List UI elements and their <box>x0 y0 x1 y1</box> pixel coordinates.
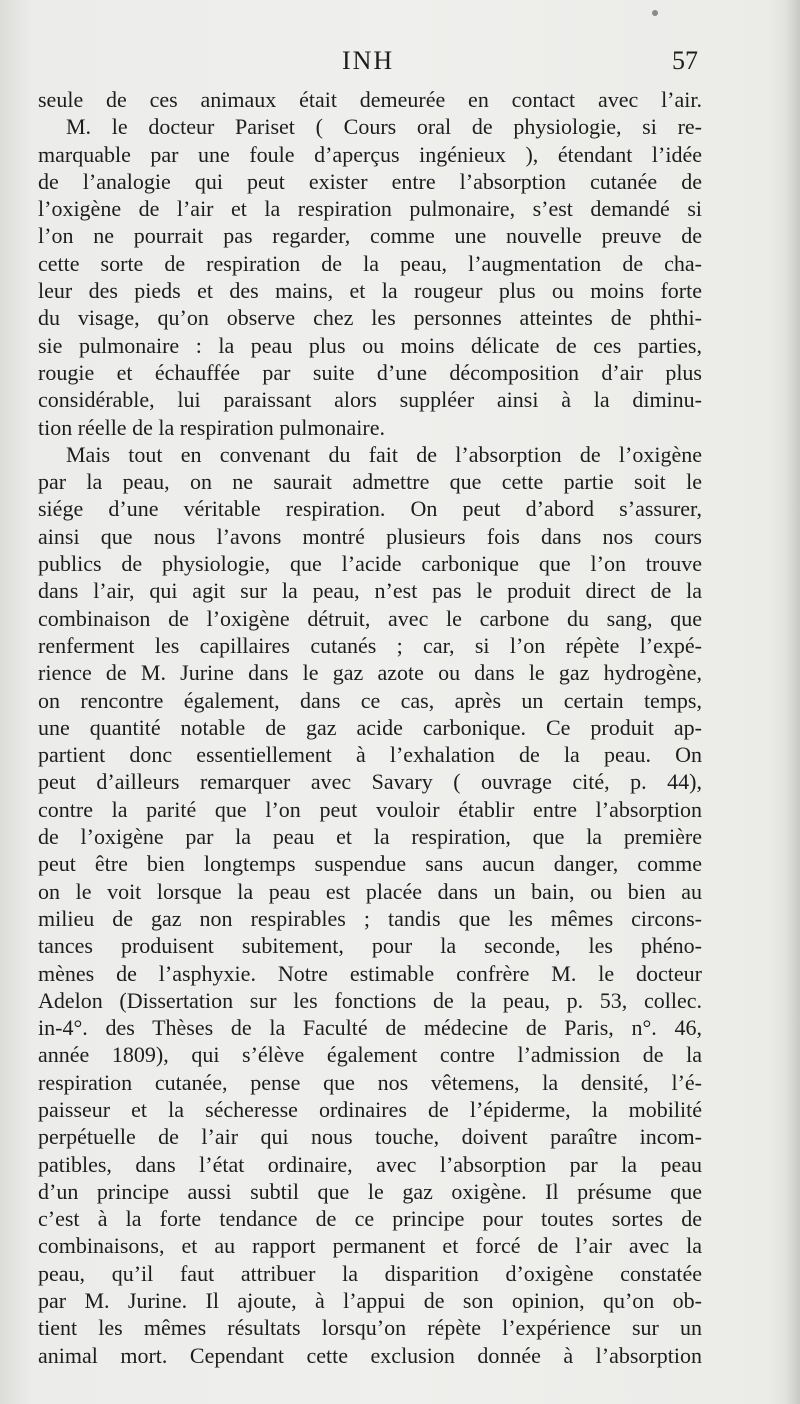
text-line: paisseur et la sécheresse ordinaires de l’épiderme, la mobilité <box>38 1096 702 1122</box>
page-header <box>0 46 800 86</box>
text-line: on le voit lorsque la peau est placée dans un bain, ou bien au <box>38 878 702 904</box>
text-line: animal mort. Cependant cette exclusion donnée à l’absorption <box>38 1342 702 1368</box>
text-line: d’un principe aussi subtil que le gaz oxigène. Il présume que <box>38 1178 702 1204</box>
text-line: leur des pieds et des mains, et la rougeur plus ou moins forte <box>38 278 702 304</box>
text-line: Adelon (Dissertation sur les fonctions de la peau, p. 53, collec. <box>38 987 702 1013</box>
text-line: par M. Jurine. Il ajoute, à l’appui de son opinion, qu’on ob- <box>38 1288 702 1314</box>
text-line: perpétuelle de l’air qui nous touche, doivent paraître incom- <box>38 1124 702 1150</box>
text-line: mènes de l’asphyxie. Notre estimable confrère M. le docteur <box>38 960 702 986</box>
page-edge-shadow <box>786 0 800 1404</box>
text-line: de l’oxigène par la peau et la respiration, que la première <box>38 824 702 850</box>
text-line: cette sorte de respiration de la peau, l’augmentation de cha- <box>38 250 702 276</box>
text-line: considérable, lui paraissant alors suppléer ainsi à la diminu- <box>38 387 702 413</box>
text-line: respiration cutanée, pense que nos vêtemens, la densité, l’é- <box>38 1069 702 1095</box>
text-line: contre la parité que l’on peut vouloir établir entre l’absorption <box>38 796 702 822</box>
text-line: marquable par une foule d’aperçus ingénieux ), étendant l’idée <box>38 141 702 167</box>
text-line: rience de M. Jurine dans le gaz azote ou dans le gaz hydrogène, <box>38 660 702 686</box>
body-text <box>38 86 702 1369</box>
text-line: tances produisent subitement, pour la seconde, les phéno- <box>38 933 702 959</box>
text-line: tion réelle de la respiration pulmonaire. <box>38 414 385 440</box>
page-number: 57 <box>672 46 698 75</box>
text-line: dans l’air, qui agit sur la peau, n’est pas le produit direct de la <box>38 578 702 604</box>
text-line: peut être bien longtemps suspendue sans aucun danger, comme <box>38 851 702 877</box>
text-line: peau, qu’il faut attribuer la disparition d’oxigène constatée <box>38 1260 702 1286</box>
text-line: partient donc essentiellement à l’exhalation de la peau. On <box>38 742 702 768</box>
text-line: par la peau, on ne saurait admettre que cette partie soit le <box>38 469 702 495</box>
text-line: in-4°. des Thèses de la Faculté de médecine de Paris, n°. 46, <box>38 1015 702 1041</box>
text-line: année 1809), qui s’élève également contre l’admission de la <box>38 1042 702 1068</box>
text-line: publics de physiologie, que l’acide carbonique que l’on trouve <box>38 551 702 577</box>
text-line: de l’analogie qui peut exister entre l’absorption cutanée de <box>38 168 702 194</box>
text-line: renferment les capillaires cutanés ; car, si l’on répète l’expé- <box>38 632 702 658</box>
text-line: milieu de gaz non respirables ; tandis que les mêmes circons- <box>38 905 702 931</box>
text-line: combinaison de l’oxigène détruit, avec le carbone du sang, que <box>38 605 702 631</box>
text-line: on rencontre également, dans ce cas, après un certain temps, <box>38 687 702 713</box>
text-line: c’est à la forte tendance de ce principe pour toutes sortes de <box>38 1206 702 1232</box>
text-line: M. le docteur Pariset ( Cours oral de physiologie, si re- <box>66 114 702 140</box>
text-line: siége d’une véritable respiration. On peut d’abord s’assurer, <box>38 496 702 522</box>
paper-speck <box>652 10 658 16</box>
text-line: patibles, dans l’état ordinaire, avec l’absorption par la peau <box>38 1151 702 1177</box>
text-line: l’on ne pourrait pas regarder, comme une nouvelle preuve de <box>38 223 702 249</box>
text-line: rougie et échauffée par suite d’une décomposition d’air plus <box>38 359 702 385</box>
text-line: peut d’ailleurs remarquer avec Savary ( ouvrage cité, p. 44), <box>38 769 702 795</box>
text-line: combinaisons, et au rapport permanent et forcé de l’air avec la <box>38 1233 702 1259</box>
text-line: l’oxigène de l’air et la respiration pulmonaire, s’est demandé si <box>38 196 702 222</box>
text-line: tient les mêmes résultats lorsqu’on répète l’expérience sur un <box>38 1315 702 1341</box>
running-title: INH <box>342 46 395 75</box>
text-line: Mais tout en convenant du fait de l’absorption de l’oxigène <box>66 441 702 467</box>
text-line: seule de ces animaux était demeurée en contact avec l’air. <box>38 87 702 112</box>
text-line: une quantité notable de gaz acide carbonique. Ce produit ap- <box>38 714 702 740</box>
text-line: du visage, qu’on observe chez les personnes atteintes de phthi- <box>38 305 702 331</box>
text-line: sie pulmonaire : la peau plus ou moins délicate de ces parties, <box>38 332 702 358</box>
text-line: ainsi que nous l’avons montré plusieurs fois dans nos cours <box>38 523 702 549</box>
